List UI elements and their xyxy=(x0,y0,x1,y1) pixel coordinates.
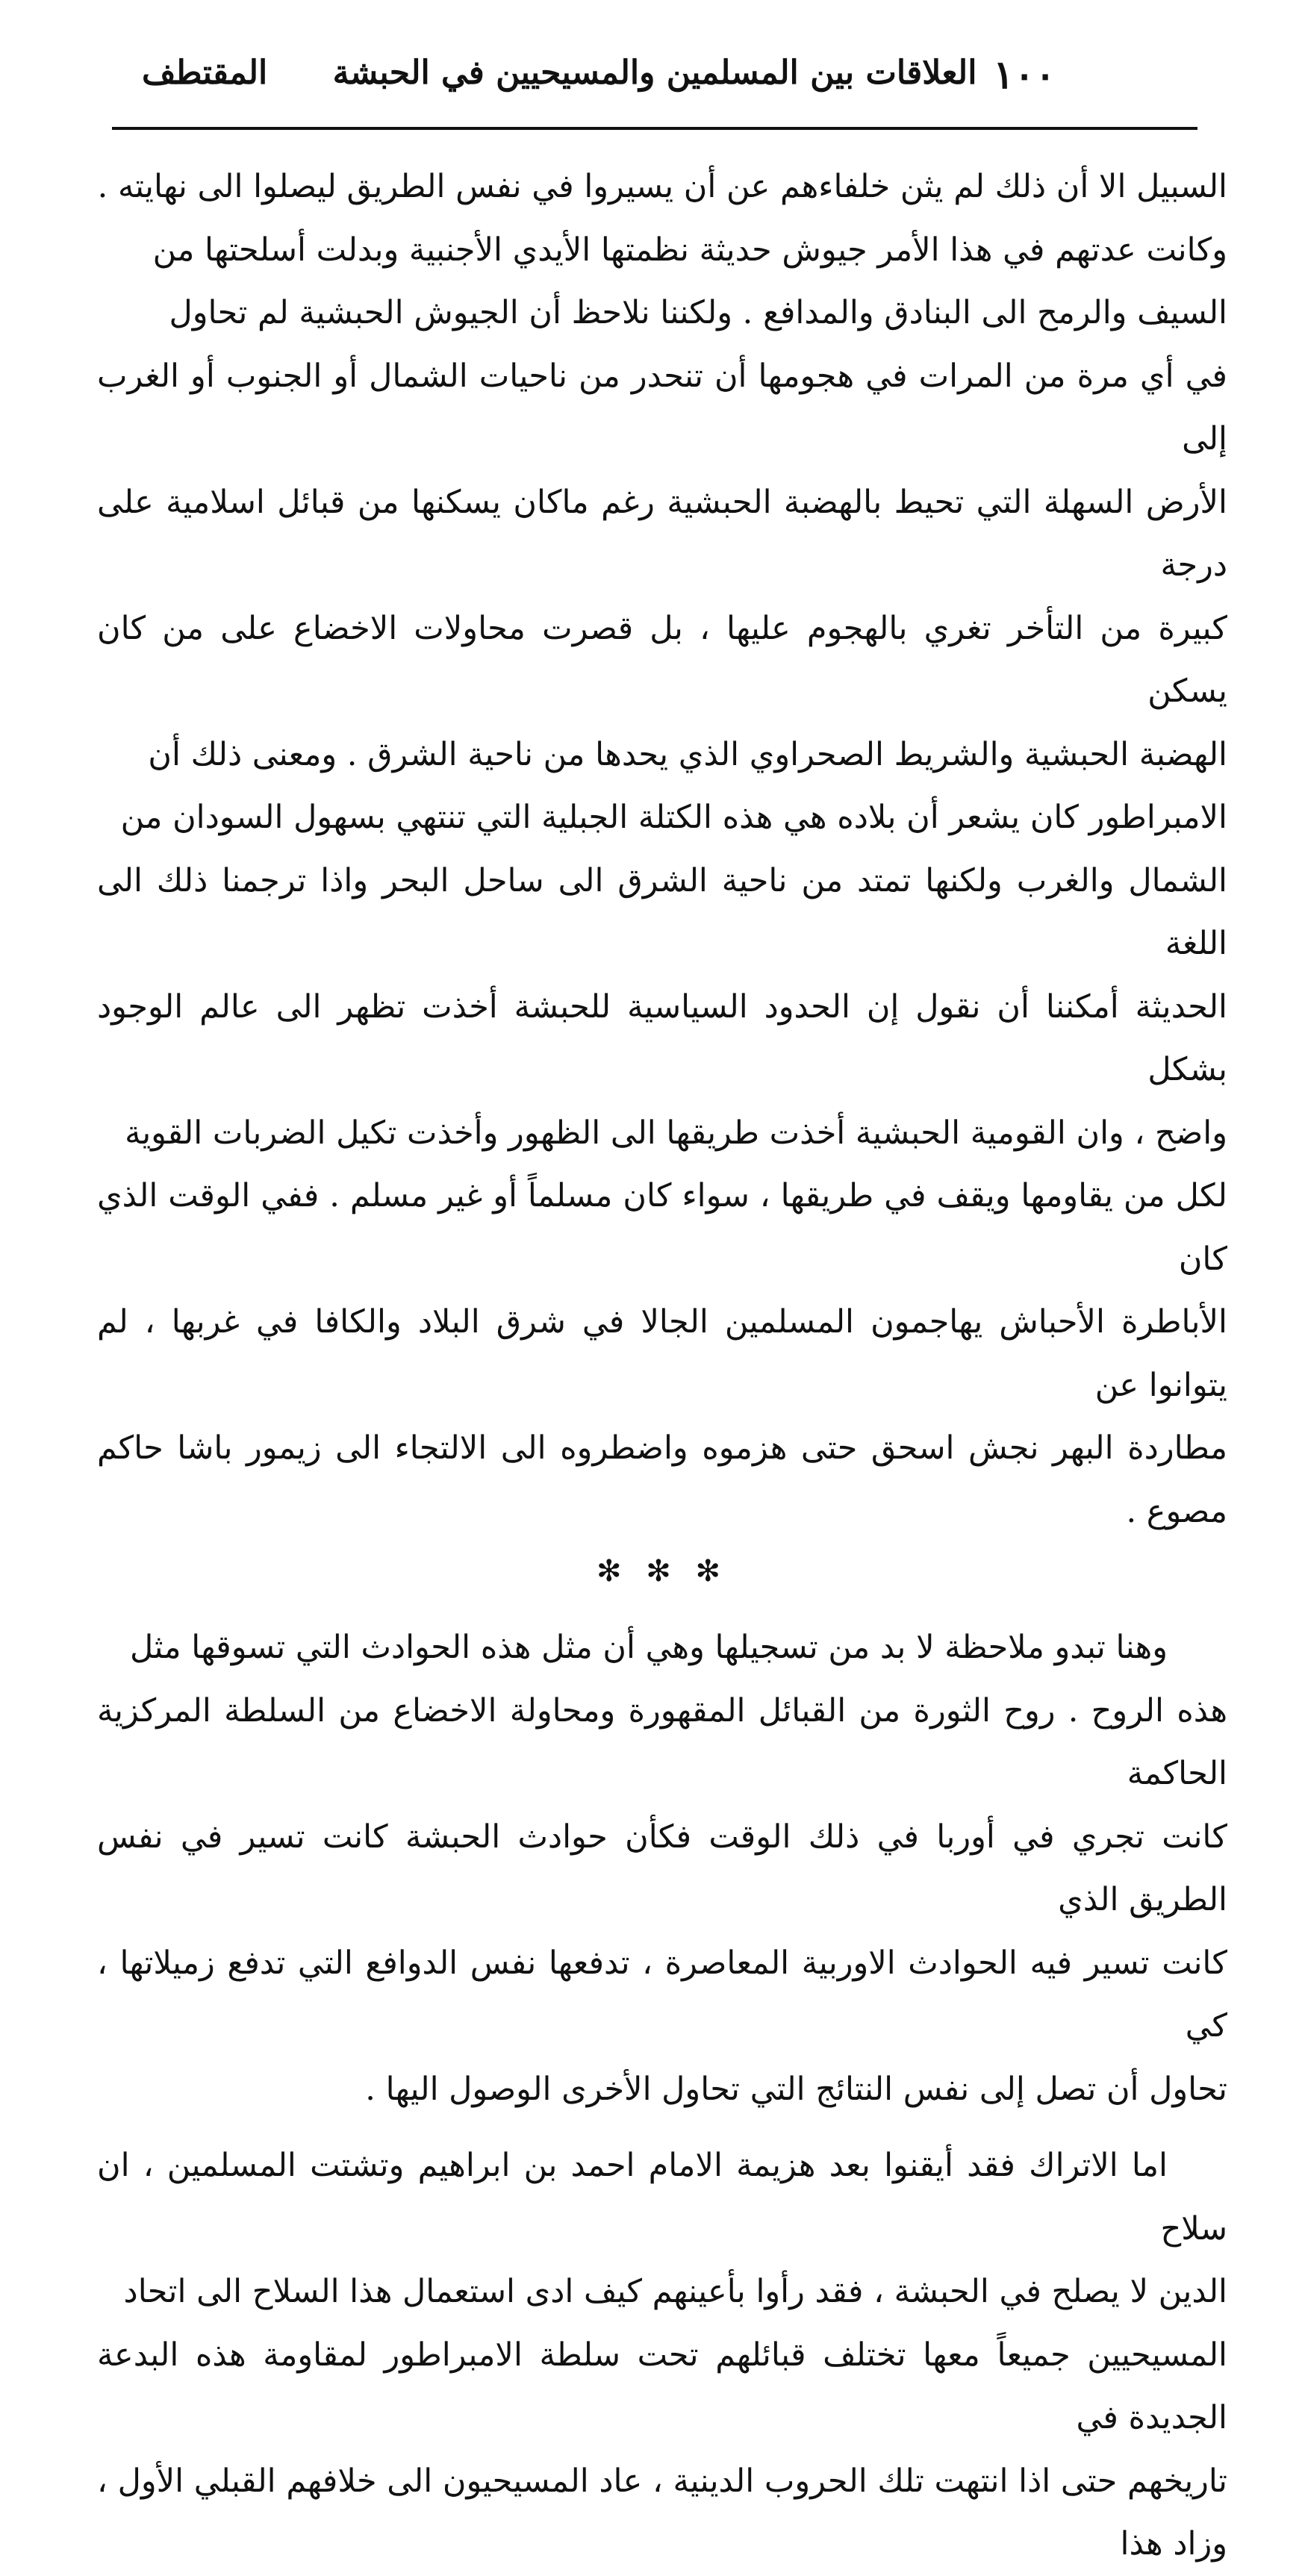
header-divider xyxy=(112,127,1197,130)
body-text xyxy=(82,155,1227,2576)
section-separator: ✻ ✻ ✻ xyxy=(597,1554,728,1588)
paragraph-3: اما الاتراك فقد أيقنوا بعد هزيمة الامام احمد بن ابراهيم وتشتت المسلمين ، ان سلاح الدين لا يصلح في الحبشة ، فقد رأوا بأعينهم كيف ادى استعمال هذا السلاح الى اتحاد المسيحيين جميعاً معها تختلف قبائلهم تحت سلطة الامبراطور لمقاومة هذه البدعة الجديدة في تاريخهم حتى اذا انتهت تلك الحروب الدينية ، عاد المسيحيون الى خلافهم القبلي الأول ، وزاد هذا xyxy=(97,2147,1227,2563)
paragraph-1: السبيل الا أن ذلك لم يثن خلفاءهم عن أن يسيروا في نفس الطريق ليصلوا الى نهايته . وكانت عدتهم في هذا الأمر جيوش حديثة نظمتها الأيدي الأجنبية وبدلت أسلحتها من السيف والرمح الى البنادق والمدافع . ولكننا نلاحظ أن الجيوش الحبشية لم تحاول في أي مرة من المرات في هجومها أن تنحدر من ناحيات الشمال أو الجنوب أو الغرب إلى الأرض السهلة التي تحيط بالهضبة الحبشية رغم ماكان يسكنها من قبائل اسلامية على درجة كبيرة من التأخر تغري بالهجوم عليها ، بل قصرت محاولات الاخضاع على من كان يسكن الهضبة الحبشية والشريط الصحراوي الذي يحدها من ناحية الشرق . ومعنى ذلك أن الامبراطور كان يشعر أن بلاده هي هذه الكتلة الجبلية التي تنتهي بسهول السودان من الشمال والغرب ولكنها تمتد من ناحية الشرق الى ساحل البحر واذا ترجمنا ذلك الى اللغة الحديثة أمكننا أن نقول إن الحدود السياسية للحبشة أخذت تظهر الى عالم الوجود بشكل واضح ، وان القومية الحبشية أخذت طريقها الى الظهور وأخذت تكيل الضربات القوية لكل من يقاومها ويقف في طريقها ، سواء كان مسلماً أو غير مسلم . ففي الوقت الذي كان الأباطرة الأحباش يهاجمون المسلمين الجالا في شرق البلاد والكافا في غربها ، لم يتوانوا عن مطاردة البهر نجش اسحق حتى هزموه واضطروه الى الالتجاء الى زيمور باشا حاكم مصوع . xyxy=(97,168,1227,1530)
page-number: ١٠٠ xyxy=(993,52,1056,98)
header-title: العلاقات بين المسلمين والمسيحيين في الحبشة xyxy=(332,54,977,92)
journal-name: المقتطف xyxy=(142,54,268,92)
paragraph-2: وهنا تبدو ملاحظة لا بد من تسجيلها وهي أن مثل هذه الحوادث التي تسوقها مثل هذه الروح . روح الثورة من القبائل المقهورة ومحاولة الاخضاع من السلطة المركزية الحاكمة كانت تجري في أوربا في ذلك الوقت فكأن حوادث الحبشة كانت تسير في نفس الطريق الذي كانت تسير فيه الحوادث الاوربية المعاصرة ، تدفعها نفس الدوافع التي تدفع زميلاتها ، كي تحاول أن تصل إلى نفس النتائج التي تحاول الأخرى الوصول اليها . xyxy=(97,1629,1227,2108)
running-header xyxy=(82,45,1227,97)
